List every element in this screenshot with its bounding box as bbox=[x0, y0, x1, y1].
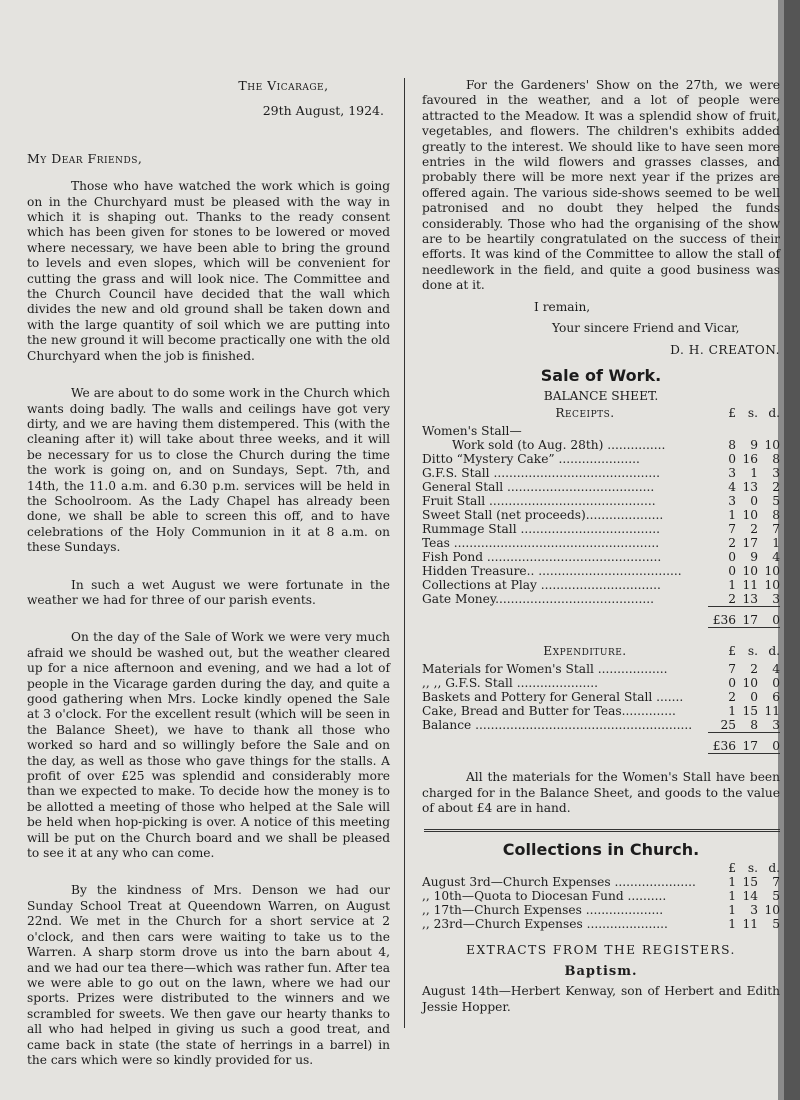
exp-col-pence: d. bbox=[768, 644, 780, 659]
receipt-shillings: 13 bbox=[742, 480, 758, 495]
expenditure-total-row bbox=[422, 739, 780, 754]
paragraph-sale-of-work: On the day of the Sale of Work we were very much afraid we should be washed out, but the weather cleared up for a nice afternoon and evening, and we had a lot of people in the Vicarage garden during the day, and quite a good gathering when Mrs. Locke kindly opened the Sale at 3 o'clock. For the excellent result (which will be seen in the Balance Sheet), we have to thank all those who worked so hard and so willingly before the Sale and on the day, as well as those who gave things for the stalls. A profit of over £25 was splendid and considerably more than we expected to make. To decide how the money is to be allotted a meeting of those who helped at the Sale will be held when hop-picking is over. A notice of this meeting will be put on the Church board and we shall be pleased to see it at any who can come. bbox=[27, 630, 390, 861]
receipt-label: Ditto “Mystery Cake” ..................... bbox=[422, 452, 640, 467]
receipt-row bbox=[422, 536, 780, 550]
receipt-label: Work sold (to Aug. 28th) ............... bbox=[452, 438, 666, 453]
receipt-shillings: 9 bbox=[750, 550, 758, 565]
receipt-shillings: 11 bbox=[742, 578, 758, 593]
receipt-pounds: 2 bbox=[728, 592, 736, 607]
receipt-shillings: 10 bbox=[742, 508, 758, 523]
collections-table bbox=[422, 861, 780, 931]
receipt-row bbox=[422, 578, 780, 592]
col-pounds: £ bbox=[728, 406, 736, 421]
expenditure-total-pounds: £36 bbox=[712, 739, 736, 754]
receipt-shillings: 10 bbox=[742, 564, 758, 579]
collections-title: Collections in Church. bbox=[502, 839, 700, 859]
column-divider bbox=[404, 78, 405, 1028]
coll-col-shillings: s. bbox=[747, 860, 758, 875]
collection-label: August 3rd—Church Expenses ..................... bbox=[422, 874, 696, 889]
collection-label: ,, 17th—Church Expenses .................... bbox=[422, 902, 664, 917]
receipt-label: Fruit Stall ........................................... bbox=[422, 494, 656, 509]
receipt-row bbox=[422, 494, 780, 508]
receipt-row bbox=[422, 592, 780, 607]
collection-pence: 5 bbox=[772, 916, 780, 931]
expenditure-pounds: 7 bbox=[728, 662, 736, 677]
col-pence: d. bbox=[768, 406, 780, 421]
receipt-label: Gate Money......................................... bbox=[422, 592, 654, 607]
collection-pence: 7 bbox=[772, 874, 780, 889]
baptism-entry: August 14th—Herbert Kenway, son of Herbert and Edith Jessie Hopper. bbox=[422, 984, 780, 1014]
expenditure-shillings: 2 bbox=[750, 662, 758, 677]
exp-col-shillings: s. bbox=[747, 644, 758, 659]
expenditure-label: Balance ........................................................ bbox=[422, 718, 693, 733]
receipts-total-pounds: £36 bbox=[712, 613, 736, 628]
left-column bbox=[27, 78, 390, 1068]
expenditure-row bbox=[422, 718, 780, 733]
receipts-table bbox=[422, 406, 780, 644]
receipt-shillings: 13 bbox=[742, 592, 758, 607]
receipt-row bbox=[422, 564, 780, 578]
expenditure-total-pence: 0 bbox=[772, 739, 780, 754]
collection-shillings: 14 bbox=[742, 888, 758, 903]
receipt-shillings: 0 bbox=[750, 494, 758, 509]
receipt-pounds: 0 bbox=[728, 564, 736, 579]
receipt-shillings: 16 bbox=[742, 452, 758, 467]
col-shillings: s. bbox=[747, 406, 758, 421]
expenditure-label: Baskets and Pottery for General Stall ....... bbox=[422, 690, 684, 705]
coll-col-pence: d. bbox=[768, 860, 780, 875]
receipt-pounds: 7 bbox=[728, 522, 736, 537]
collection-row bbox=[422, 903, 780, 917]
registers-title: EXTRACTS FROM THE REGISTERS. bbox=[466, 942, 736, 957]
letter-date: 29th August, 1924. bbox=[262, 103, 384, 119]
letter-salutation: My Dear Friends, bbox=[27, 150, 143, 166]
receipts-total-row bbox=[422, 613, 780, 628]
sale-title: Sale of Work. bbox=[540, 365, 662, 385]
receipt-pounds: 0 bbox=[728, 550, 736, 565]
receipt-row bbox=[422, 480, 780, 494]
receipt-label: Women's Stall— bbox=[422, 424, 522, 439]
receipt-row bbox=[422, 466, 780, 480]
collection-label: ,, 23rd—Church Expenses ..................... bbox=[422, 916, 668, 931]
expenditure-shillings: 10 bbox=[742, 676, 758, 691]
receipt-pounds: 1 bbox=[728, 508, 736, 523]
paragraph-churchyard: Those who have watched the work which is going on in the Churchyard must be pleased with the way in which it is shaping out. Thanks to the ready consent which has been given for stones to be lowered or moved where necessary, we have been able to bring the ground to levels and even slopes, which will be convenient for cutting the grass and will look nice. The Committee and the Church Council have decided that the wall which divides the new and old ground shall be taken down and with the large quantity of soil which we are putting into the new ground it will become practically one with the old Churchyard when the job is finished. bbox=[27, 179, 390, 363]
receipt-shillings: 1 bbox=[750, 466, 758, 481]
receipt-pence: 3 bbox=[772, 592, 780, 607]
collection-row bbox=[422, 889, 780, 903]
receipt-pence: 5 bbox=[772, 494, 780, 509]
receipt-pounds: 3 bbox=[728, 466, 736, 481]
closing-remain: I remain, bbox=[534, 299, 591, 314]
receipt-pounds: 2 bbox=[728, 536, 736, 551]
expenditure-row bbox=[422, 690, 780, 704]
expenditure-pounds: 2 bbox=[728, 690, 736, 705]
collection-label: ,, 10th—Quota to Diocesan Fund .......... bbox=[422, 888, 667, 903]
expenditure-pounds: 0 bbox=[728, 676, 736, 691]
paragraph-church-work: We are about to do some work in the Church which wants doing badly. The walls and ceilings have got very dirty, and we are having them distempered. This (with the cleaning after it) will take about three weeks, and it will be necessary for us to close the Church during the time the work is going on, and on Sundays, Sept. 7th, and 14th, the 11.0 a.m. and 6.30 p.m. services will be held in the Schoolroom. As the Lady Chapel has already been done, we shall be able to screen this off, and to have celebrations of the Holy Communion in it at 8 a.m. on these Sundays. bbox=[27, 386, 390, 555]
receipt-pence: 2 bbox=[772, 480, 780, 495]
expenditure-pence: 3 bbox=[772, 718, 780, 733]
receipt-label: General Stall ...................................... bbox=[422, 480, 655, 495]
collection-row bbox=[422, 917, 780, 931]
right-column bbox=[422, 78, 780, 1015]
receipt-shillings bbox=[736, 424, 758, 438]
expenditure-row bbox=[422, 704, 780, 718]
paragraph-sunday-school-treat: By the kindness of Mrs. Denson we had our Sunday School Treat at Queendown Warren, on August 22nd. We met in the Church for a short service at 2 o'clock, and then cars were waiting to take us to the Warren. A sharp storm drove us into the barn about 4, and we had our tea there—which was rather fun. After tea we were able to go out on the lawn, where we had our sports. Prizes were distributed to the winners and we scrambled for sweets. We then gave our hearty thanks to all who had helped in giving us such a good treat, and came back in state (the state of herrings in a barrel) in the cars which were so kindly provided for us. bbox=[27, 883, 390, 1067]
receipt-row bbox=[422, 424, 780, 438]
receipt-shillings: 2 bbox=[750, 522, 758, 537]
expenditure-total-shillings: 17 bbox=[742, 739, 758, 754]
receipt-pounds: 0 bbox=[728, 452, 736, 467]
collection-pounds: 1 bbox=[728, 916, 736, 931]
receipt-shillings: 9 bbox=[750, 438, 758, 453]
receipt-pounds: 8 bbox=[728, 438, 736, 453]
collection-shillings: 3 bbox=[750, 902, 758, 917]
receipts-total-pence: 0 bbox=[772, 613, 780, 628]
receipt-pence: 8 bbox=[772, 452, 780, 467]
balance-sheet-title: BALANCE SHEET. bbox=[543, 388, 659, 403]
expenditure-heading: Expenditure. bbox=[543, 644, 627, 659]
page-edge bbox=[784, 0, 800, 1100]
expenditure-label: ,, ,, G.F.S. Stall ..................... bbox=[422, 676, 599, 691]
receipt-pence: 10 bbox=[764, 438, 780, 453]
exp-col-pounds: £ bbox=[728, 644, 736, 659]
receipt-label: Teas ..................................................... bbox=[422, 536, 660, 551]
expenditure-pence: 0 bbox=[772, 676, 780, 691]
receipt-label: G.F.S. Stall ........................................... bbox=[422, 466, 661, 481]
signature: D. H. CREATON. bbox=[670, 342, 780, 357]
receipt-pence bbox=[758, 424, 780, 438]
letter-address: The Vicarage, bbox=[238, 78, 329, 93]
section-rule bbox=[424, 829, 780, 832]
expenditure-row bbox=[422, 676, 780, 690]
receipt-pence: 4 bbox=[772, 550, 780, 565]
receipt-shillings: 17 bbox=[742, 536, 758, 551]
collection-shillings: 15 bbox=[742, 874, 758, 889]
expenditure-shillings: 15 bbox=[742, 704, 758, 719]
paragraph-gardeners-show: For the Gardeners' Show on the 27th, we were favoured in the weather, and a lot of people were attracted to the Meadow. It was a splendid show of fruit, vegetables, and flowers. The children's exhibits added greatly to the interest. We should like to have seen more entries in the wild flowers and grasses classes, and probably there will be more next year if the prizes are offered again. The various side-shows seemed to be well patronised and no doubt they helped the funds considerably. Those who had the organising of the show are to be heartily congratulated on the success of their efforts. It was kind of the Committee to allow the stall of needlework in the field, and quite a good business was done at it. bbox=[422, 78, 780, 293]
receipt-row bbox=[422, 452, 780, 466]
materials-note: All the materials for the Women's Stall have been charged for in the Balance Sheet, and goods to the value of about £4 are in hand. bbox=[422, 770, 780, 816]
receipts-total-shillings: 17 bbox=[742, 613, 758, 628]
receipt-label: Hidden Treasure.. ..................................... bbox=[422, 564, 682, 579]
paragraph-wet-august: In such a wet August we were fortunate in the weather we had for three of our parish events. bbox=[27, 577, 390, 607]
receipt-pounds: 4 bbox=[728, 480, 736, 495]
receipt-pounds bbox=[708, 424, 736, 438]
receipt-row bbox=[422, 522, 780, 536]
expenditure-row bbox=[422, 662, 780, 676]
collection-pounds: 1 bbox=[728, 888, 736, 903]
collection-pounds: 1 bbox=[728, 902, 736, 917]
receipt-row bbox=[422, 438, 780, 452]
baptism-heading: Baptism. bbox=[564, 963, 638, 979]
receipt-label: Fish Pond ............................................. bbox=[422, 550, 662, 565]
coll-col-pounds: £ bbox=[728, 860, 736, 875]
receipt-pence: 10 bbox=[764, 578, 780, 593]
receipt-label: Rummage Stall .................................... bbox=[422, 522, 660, 537]
receipt-label: Collections at Play ............................... bbox=[422, 578, 661, 593]
receipt-label: Sweet Stall (net proceeds).................... bbox=[422, 508, 664, 523]
expenditure-shillings: 8 bbox=[750, 718, 758, 733]
expenditure-pence: 6 bbox=[772, 690, 780, 705]
collection-row bbox=[422, 875, 780, 889]
expenditure-label: Cake, Bread and Butter for Teas.............. bbox=[422, 704, 676, 719]
collection-shillings: 11 bbox=[742, 916, 758, 931]
receipt-pence: 1 bbox=[772, 536, 780, 551]
receipt-row bbox=[422, 550, 780, 564]
collection-pounds: 1 bbox=[728, 874, 736, 889]
closing-friend: Your sincere Friend and Vicar, bbox=[552, 321, 740, 336]
receipt-pounds: 1 bbox=[728, 578, 736, 593]
receipts-heading: Receipts. bbox=[555, 406, 615, 421]
receipt-pence: 3 bbox=[772, 466, 780, 481]
expenditure-pence: 4 bbox=[772, 662, 780, 677]
collection-pence: 5 bbox=[772, 888, 780, 903]
expenditure-label: Materials for Women's Stall .................. bbox=[422, 662, 668, 677]
expenditure-pounds: 1 bbox=[728, 704, 736, 719]
receipt-pence: 10 bbox=[764, 564, 780, 579]
receipt-row bbox=[422, 508, 780, 522]
receipt-pence: 8 bbox=[772, 508, 780, 523]
expenditure-pence: 11 bbox=[764, 704, 780, 719]
receipt-pence: 7 bbox=[772, 522, 780, 537]
expenditure-table bbox=[422, 644, 780, 764]
expenditure-shillings: 0 bbox=[750, 690, 758, 705]
expenditure-pounds: 25 bbox=[720, 718, 736, 733]
collection-pence: 10 bbox=[764, 902, 780, 917]
receipt-pounds: 3 bbox=[728, 494, 736, 509]
